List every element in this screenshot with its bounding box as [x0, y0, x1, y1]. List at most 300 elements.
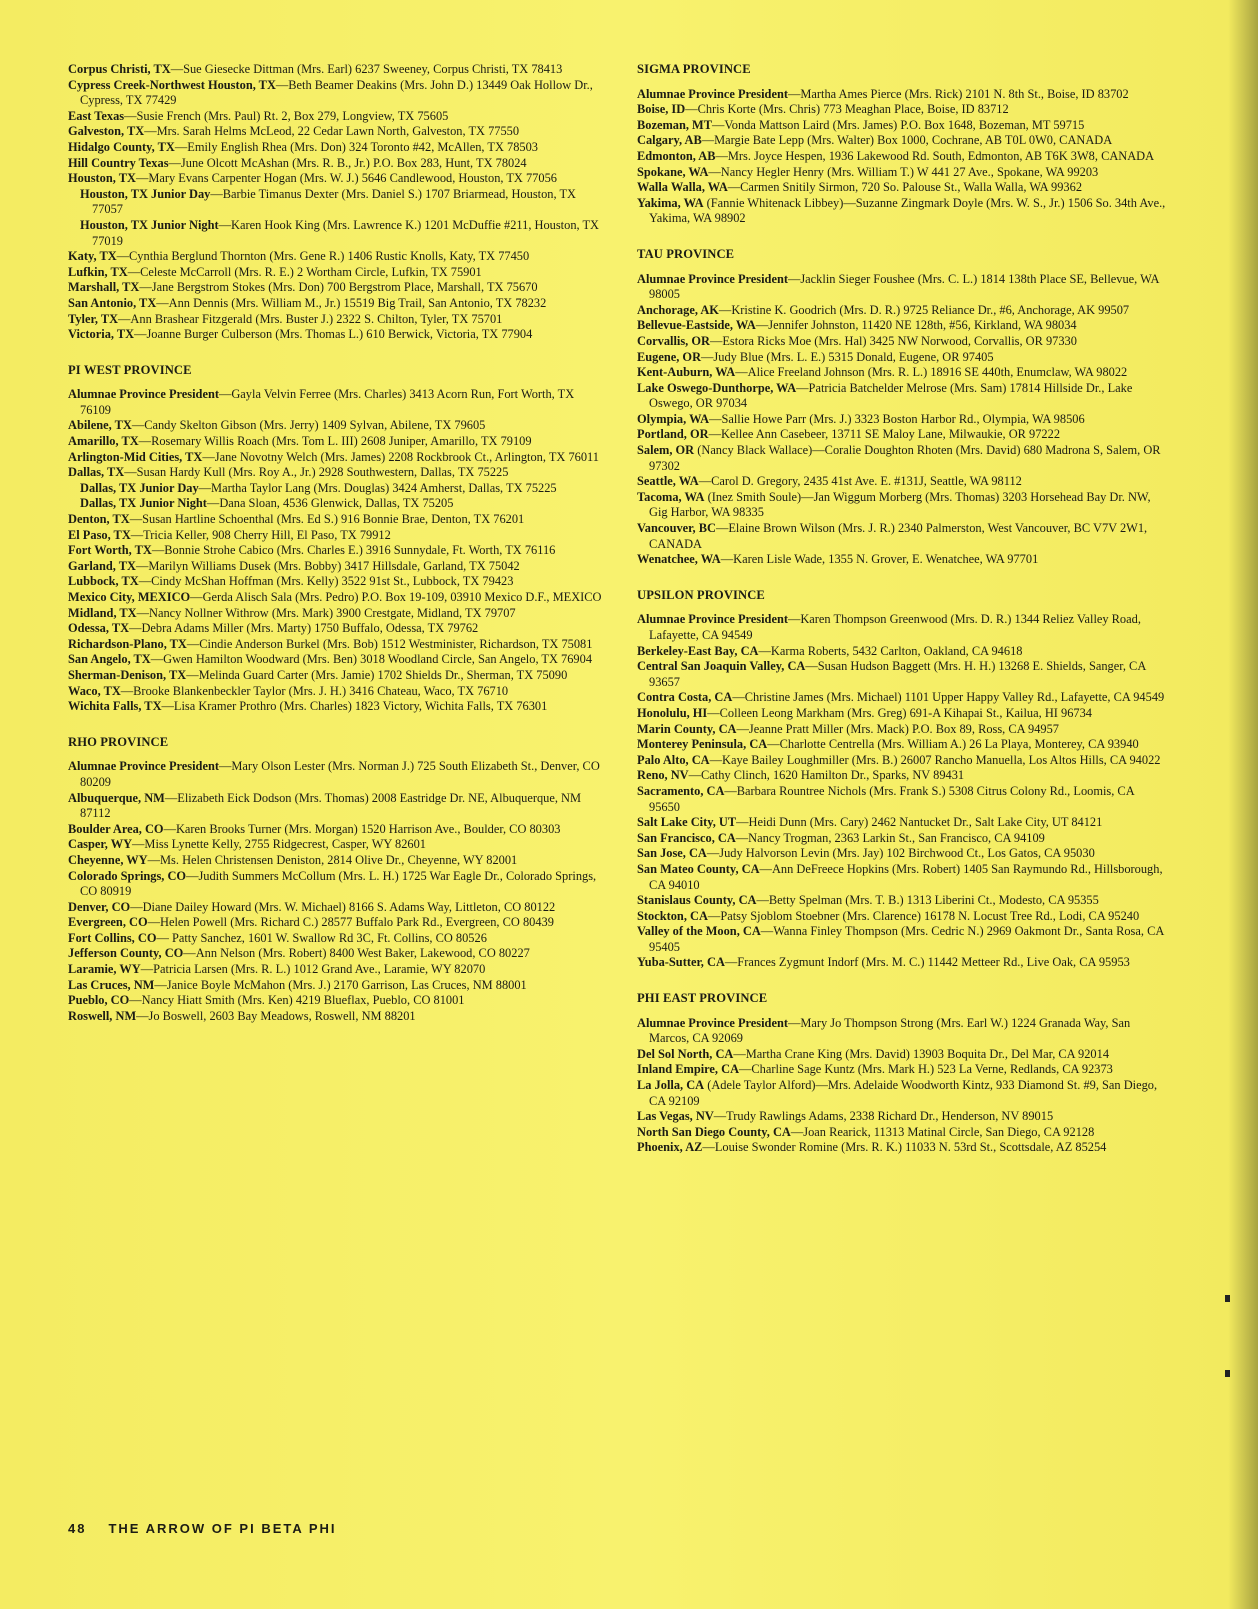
chapter-name: Fort Worth, TX	[68, 543, 152, 558]
chapter-contact: —Ann Brashear Fitzgerald (Mrs. Buster J.) 2322 S. Chilton, Tyler, TX 75701	[118, 311, 503, 326]
chapter-entry	[68, 265, 604, 281]
chapter-entry	[68, 140, 604, 156]
chapter-name: Hidalgo County, TX	[68, 139, 175, 154]
chapter-entry	[68, 900, 604, 916]
chapter-contact: —Karen Thompson Greenwood (Mrs. D. R.) 1344 Reliez Valley Road, Lafayette, CA 94549	[649, 612, 1141, 642]
chapter-name: El Paso, TX	[68, 527, 131, 542]
chapter-name: Odessa, TX	[68, 621, 130, 636]
chapter-entry	[637, 722, 1167, 738]
chapter-name: Denver, CO	[68, 899, 131, 914]
chapter-name: Wichita Falls, TX	[68, 699, 162, 714]
chapter-contact: —Nancy Nollner Withrow (Mrs. Mark) 3900 Crestgate, Midland, TX 79707	[136, 605, 516, 620]
chapter-entry	[68, 869, 604, 900]
chapter-entry	[68, 481, 604, 497]
chapter-entry	[637, 768, 1167, 784]
chapter-name: Hill Country Texas	[68, 155, 169, 170]
chapter-entry	[637, 909, 1167, 925]
chapter-contact: —Gayla Velvin Ferree (Mrs. Charles) 3413 Acorn Run, Fort Worth, TX 76109	[80, 387, 575, 417]
chapter-name: Lubbock, TX	[68, 574, 139, 589]
chapter-entry	[68, 312, 604, 328]
left-column	[68, 62, 604, 1044]
chapter-contact: —Elaine Brown Wilson (Mrs. J. R.) 2340 Palmerston, West Vancouver, BC V7V 2W1, CANADA	[649, 521, 1148, 551]
chapter-name: Salem, OR	[637, 443, 695, 458]
chapter-entry	[68, 1009, 604, 1025]
chapter-entry	[637, 87, 1167, 103]
chapter-name: Denton, TX	[68, 512, 130, 527]
chapter-contact: —Carol D. Gregory, 2435 41st Ave. E. #131J, Seattle, WA 98112	[698, 474, 1022, 489]
chapter-entry	[637, 427, 1167, 443]
chapter-name: Berkeley-East Bay, CA	[637, 643, 759, 658]
chapter-name: Monterey Peninsula, CA	[637, 737, 768, 752]
province-heading: PHI EAST PROVINCE	[637, 991, 768, 1006]
chapter-entry	[68, 652, 604, 668]
chapter-entry	[637, 924, 1167, 955]
chapter-contact: (Inez Smith Soule)—Jan Wiggum Morberg (Mrs. Thomas) 3203 Horsehead Bay Dr. NW, Gig Harbor, WA 98335	[649, 489, 1151, 520]
chapter-name: Walla Walla, WA	[637, 180, 728, 195]
chapter-contact: (Fannie Whitenack Libbey)—Suzanne Zingmark Doyle (Mrs. W. S., Jr.) 1506 So. 34th Ave., Yakima, WA 98902	[649, 195, 1166, 226]
chapter-contact: —Jacklin Sieger Foushee (Mrs. C. L.) 1814 138th Place SE, Bellevue, WA 98005	[649, 271, 1159, 302]
chapter-entry	[637, 365, 1167, 381]
chapter-contact: —Kristine K. Goodrich (Mrs. D. R.) 9725 Reliance Dr., #6, Anchorage, AK 99507	[718, 302, 1130, 317]
chapter-name: Fort Collins, CO	[68, 930, 157, 945]
chapter-entry	[68, 759, 604, 790]
chapter-contact: —Ms. Helen Christensen Deniston, 2814 Olive Dr., Cheyenne, WY 82001	[147, 852, 518, 867]
chapter-contact: —Debra Adams Miller (Mrs. Marty) 1750 Buffalo, Odessa, TX 79762	[129, 621, 479, 636]
chapter-name: Marin County, CA	[637, 721, 737, 736]
province-heading: UPSILON PROVINCE	[637, 587, 765, 602]
chapter-name: East Texas	[68, 108, 125, 123]
chapter-name: Yuba-Sutter, CA	[637, 955, 725, 970]
chapter-contact: —Kaye Bailey Loughmiller (Mrs. B.) 26007 Rancho Manuella, Los Altos Hills, CA 94022	[709, 752, 1161, 767]
chapter-entry	[68, 822, 604, 838]
chapter-entry	[68, 109, 604, 125]
chapter-contact: —Judith Summers McCollum (Mrs. L. H.) 1725 War Eagle Dr., Colorado Springs, CO 80919	[80, 868, 597, 899]
chapter-name: Anchorage, AK	[637, 302, 719, 317]
chapter-entry	[68, 249, 604, 265]
chapter-contact: —Celeste McCarroll (Mrs. R. E.) 2 Wortham Circle, Lufkin, TX 75901	[127, 264, 482, 279]
chapter-contact: —Heidi Dunn (Mrs. Cary) 2462 Nantucket Dr., Salt Lake City, UT 84121	[736, 815, 1103, 830]
chapter-name: La Jolla, CA	[637, 1078, 705, 1093]
chapter-contact: —Susan Hartline Schoenthal (Mrs. Ed S.) 916 Bonnie Brae, Denton, TX 76201	[129, 512, 525, 527]
province-heading: TAU PROVINCE	[637, 246, 735, 261]
chapter-entry	[68, 993, 604, 1009]
chapter-contact: —Trudy Rawlings Adams, 2338 Richard Dr., Henderson, NV 89015	[713, 1109, 1054, 1124]
chapter-contact: —Kellee Ann Casebeer, 13711 SE Maloy Lane, Milwaukie, OR 97222	[708, 427, 1061, 442]
page-footer	[68, 1521, 337, 1536]
chapter-name: Alumnae Province President	[637, 86, 788, 101]
chapter-name: Alumnae Province President	[68, 387, 219, 402]
chapter-name: Boise, ID	[637, 102, 686, 117]
chapter-contact: —Mrs. Sarah Helms McLeod, 22 Cedar Lawn North, Galveston, TX 77550	[144, 124, 520, 139]
chapter-contact: —Gerda Alisch Sala (Mrs. Pedro) P.O. Box 19-109, 03910 Mexico D.F., MEXICO	[190, 590, 602, 604]
chapter-name: Tacoma, WA	[637, 489, 705, 504]
chapter-name: Waco, TX	[68, 683, 121, 698]
chapter-entry	[68, 946, 604, 962]
chapter-name: North San Diego County, CA	[637, 1124, 791, 1139]
chapter-entry	[68, 296, 604, 312]
chapter-name: Stanislaus County, CA	[637, 893, 757, 908]
chapter-entry	[637, 1078, 1167, 1109]
chapter-contact: —Diane Dailey Howard (Mrs. W. Michael) 8166 S. Adams Way, Littleton, CO 80122	[130, 899, 556, 914]
province-heading: SIGMA PROVINCE	[637, 62, 751, 76]
chapter-name: Eugene, OR	[637, 349, 702, 364]
chapter-entry	[68, 621, 604, 637]
chapter-contact: —Melinda Guard Carter (Mrs. Jamie) 1702 Shields Dr., Sherman, TX 75090	[186, 667, 568, 682]
chapter-name: Galveston, TX	[68, 124, 145, 139]
chapter-entry	[637, 490, 1167, 521]
chapter-entry	[68, 280, 604, 296]
chapter-name: Las Cruces, NM	[68, 977, 155, 992]
chapter-name: Palo Alto, CA	[637, 752, 710, 767]
chapter-name: Bozeman, MT	[637, 117, 713, 132]
chapter-entry	[637, 784, 1167, 815]
chapter-name: Colorado Springs, CO	[68, 868, 187, 883]
chapter-contact: —Karen Brooks Turner (Mrs. Morgan) 1520 Harrison Ave., Boulder, CO 80303	[163, 821, 561, 836]
chapter-name: Edmonton, AB	[637, 148, 716, 163]
chapter-contact: —Jo Boswell, 2603 Bay Meadows, Roswell, NM 88201	[136, 1008, 416, 1023]
chapter-contact: —Joan Rearick, 11313 Matinal Circle, San Diego, CA 92128	[790, 1124, 1095, 1139]
chapter-contact: —Jennifer Johnston, 11420 NE 128th, #56, Kirkland, WA 98034	[755, 318, 1077, 333]
chapter-name: Honolulu, HI	[637, 705, 708, 720]
chapter-contact: —Patsy Sjoblom Stoebner (Mrs. Clarence) 16178 N. Locust Tree Rd., Lodi, CA 95240	[707, 908, 1140, 923]
province-section	[68, 62, 604, 343]
chapter-entry	[637, 753, 1167, 769]
chapter-name: Bellevue-Eastside, WA	[637, 318, 756, 333]
chapter-name: Vancouver, BC	[637, 521, 716, 536]
chapter-contact: —Joanne Burger Culberson (Mrs. Thomas L.) 610 Berwick, Victoria, TX 77904	[134, 327, 533, 342]
chapter-entry	[68, 418, 604, 434]
chapter-entry	[68, 496, 604, 512]
chapter-contact: —Mary Evans Carpenter Hogan (Mrs. W. J.) 5646 Candlewood, Houston, TX 77056	[135, 171, 557, 186]
chapter-name: Victoria, TX	[68, 327, 135, 342]
chapter-contact: —Beth Beamer Deakins (Mrs. John D.) 13449 Oak Hollow Dr., Cypress, TX 77429	[80, 77, 593, 108]
chapter-entry	[68, 512, 604, 528]
chapter-entry	[637, 846, 1167, 862]
chapter-contact: —Ann Nelson (Mrs. Robert) 8400 West Baker, Lakewood, CO 80227	[183, 946, 530, 961]
chapter-name: Seattle, WA	[637, 474, 699, 489]
chapter-name: Calgary, AB	[637, 133, 702, 148]
chapter-name: Mexico City, MEXICO	[68, 590, 191, 604]
chapter-contact: —Cindie Anderson Burkel (Mrs. Bob) 1512 Westminister, Richardson, TX 75081	[186, 636, 593, 651]
chapter-entry	[637, 149, 1167, 165]
chapter-entry	[68, 699, 604, 715]
chapter-entry	[637, 303, 1167, 319]
right-column	[637, 62, 1167, 1176]
chapter-name: Pueblo, CO	[68, 993, 130, 1008]
province-section	[637, 991, 1167, 1156]
chapter-entry	[637, 955, 1167, 971]
chapter-entry	[637, 1140, 1167, 1156]
chapter-contact: —Nancy Trogman, 2363 Larkin St., San Francisco, CA 94109	[735, 830, 1045, 845]
chapter-contact: —Susan Hudson Baggett (Mrs. H. H.) 13268 E. Shields, Sanger, CA 93657	[649, 659, 1146, 689]
chapter-contact: —Estora Ricks Moe (Mrs. Hal) 3425 NW Norwood, Corvallis, OR 97330	[709, 333, 1077, 348]
chapter-contact: —Colleen Leong Markham (Mrs. Greg) 691-A Kihapai St., Kailua, HI 96734	[707, 705, 1092, 720]
chapter-entry	[68, 171, 604, 187]
province-heading: RHO PROVINCE	[68, 734, 169, 749]
chapter-entry	[68, 62, 604, 78]
chapter-entry	[637, 133, 1167, 149]
chapter-entry	[637, 1047, 1167, 1063]
chapter-name: Dallas, TX Junior Night	[80, 496, 207, 511]
chapter-name: Cheyenne, WY	[68, 852, 148, 867]
chapter-name: Evergreen, CO	[68, 915, 148, 930]
chapter-name: San Mateo County, CA	[637, 861, 760, 876]
chapter-contact: —Patricia Larsen (Mrs. R. L.) 1012 Grand Ave., Laramie, WY 82070	[140, 962, 486, 977]
chapter-entry	[68, 78, 604, 109]
chapter-entry	[637, 196, 1167, 227]
province-section	[637, 588, 1167, 971]
chapter-contact: —Bonnie Strohe Cabico (Mrs. Charles E.) 3916 Sunnydale, Ft. Worth, TX 76116	[151, 543, 556, 558]
chapter-name: Contra Costa, CA	[637, 690, 733, 705]
chapter-entry	[637, 1062, 1167, 1078]
chapter-entry	[637, 272, 1167, 303]
chapter-entry	[68, 962, 604, 978]
chapter-entry	[637, 381, 1167, 412]
chapter-name: Katy, TX	[68, 249, 117, 264]
chapter-name: Abilene, TX	[68, 418, 132, 433]
chapter-entry	[637, 521, 1167, 552]
chapter-name: Houston, TX	[68, 171, 136, 186]
chapter-contact: —Cathy Clinch, 1620 Hamilton Dr., Sparks, NV 89431	[688, 768, 965, 783]
chapter-entry	[637, 1109, 1167, 1125]
chapter-entry	[637, 612, 1167, 643]
chapter-name: Jefferson County, CO	[68, 946, 184, 961]
chapter-contact: (Nancy Black Wallace)—Coralie Doughton Rhoten (Mrs. David) 680 Madrona S, Salem, OR 97302	[649, 443, 1161, 473]
chapter-contact: —Mary Jo Thompson Strong (Mrs. Earl W.) 1224 Granada Way, San Marcos, CA 92069	[649, 1015, 1131, 1046]
chapter-entry	[68, 837, 604, 853]
chapter-contact: —Alice Freeland Johnson (Mrs. R. L.) 18916 SE 440th, Enumclaw, WA 98022	[735, 365, 1128, 380]
chapter-contact: —Ann Dennis (Mrs. William M., Jr.) 15519 Big Trail, San Antonio, TX 78232	[156, 295, 547, 310]
chapter-contact: —Miss Lynette Kelly, 2755 Ridgecrest, Casper, WY 82601	[132, 837, 426, 852]
chapter-entry	[68, 327, 604, 343]
chapter-name: San Jose, CA	[637, 846, 707, 861]
chapter-name: Richardson-Plano, TX	[68, 636, 187, 651]
chapter-name: Portland, OR	[637, 427, 709, 442]
chapter-entry	[68, 465, 604, 481]
chapter-entry	[68, 791, 604, 822]
chapter-name: Salt Lake City, UT	[637, 815, 737, 830]
chapter-name: Olympia, WA	[637, 411, 710, 426]
chapter-contact: —Dana Sloan, 4536 Glenwick, Dallas, TX 75205	[206, 496, 454, 511]
chapter-contact: —Jane Bergstrom Stokes (Mrs. Don) 700 Bergstrom Place, Marshall, TX 75670	[139, 280, 538, 295]
chapter-entry	[637, 118, 1167, 134]
page-edge-shadow	[1228, 0, 1258, 1609]
province-heading: PI WEST PROVINCE	[68, 362, 192, 377]
chapter-name: Corvallis, OR	[637, 333, 710, 348]
chapter-entry	[68, 853, 604, 869]
chapter-name: Casper, WY	[68, 837, 133, 852]
chapter-name: Inland Empire, CA	[637, 1062, 740, 1077]
chapter-name: Yakima, WA	[637, 195, 704, 210]
chapter-name: Cypress Creek-Northwest Houston, TX	[68, 77, 276, 92]
chapter-contact: —Helen Powell (Mrs. Richard C.) 28577 Buffalo Park Rd., Evergreen, CO 80439	[147, 915, 554, 930]
chapter-entry	[68, 931, 604, 947]
chapter-entry	[68, 574, 604, 590]
chapter-name: Albuquerque, NM	[68, 790, 165, 805]
chapter-name: Sacramento, CA	[637, 783, 725, 798]
chapter-entry	[68, 528, 604, 544]
chapter-name: Houston, TX Junior Day	[80, 186, 211, 201]
chapter-name: Valley of the Moon, CA	[637, 924, 761, 939]
chapter-entry	[637, 737, 1167, 753]
chapter-contact: —Tricia Keller, 908 Cherry Hill, El Paso, TX 79912	[130, 527, 391, 542]
chapter-entry	[68, 187, 604, 218]
chapter-name: Tyler, TX	[68, 311, 119, 326]
chapter-contact: —Emily English Rhea (Mrs. Don) 324 Toronto #42, McAllen, TX 78503	[174, 139, 538, 154]
chapter-contact: —Judy Blue (Mrs. L. E.) 5315 Donald, Eugene, OR 97405	[701, 349, 994, 364]
chapter-contact: —Patricia Batchelder Melrose (Mrs. Sam) 17814 Hillside Dr., Lake Oswego, OR 97034	[649, 380, 1133, 411]
chapter-name: San Angelo, TX	[68, 652, 151, 667]
chapter-entry	[637, 412, 1167, 428]
page-number: 48	[68, 1521, 87, 1536]
chapter-contact: —Christine James (Mrs. Michael) 1101 Upper Happy Valley Rd., Lafayette, CA 94549	[732, 690, 1165, 705]
chapter-name: Kent-Auburn, WA	[637, 365, 736, 380]
chapter-entry	[68, 915, 604, 931]
chapter-contact: —Martha Crane King (Mrs. David) 13903 Boquita Dr., Del Mar, CA 92014	[733, 1046, 1110, 1061]
chapter-entry	[637, 831, 1167, 847]
chapter-contact: —Wanna Finley Thompson (Mrs. Cedric N.) 2969 Oakmont Dr., Santa Rosa, CA 95405	[649, 924, 1164, 954]
chapter-name: Alumnae Province President	[637, 1015, 788, 1030]
chapter-name: San Antonio, TX	[68, 295, 157, 310]
edge-mark	[1225, 1370, 1230, 1377]
chapter-entry	[68, 559, 604, 575]
province-section	[68, 363, 604, 715]
chapter-entry	[637, 165, 1167, 181]
chapter-entry	[68, 668, 604, 684]
chapter-name: Stockton, CA	[637, 908, 708, 923]
chapter-contact: —Jane Novotny Welch (Mrs. James) 2208 Rockbrook Ct., Arlington, TX 76011	[202, 449, 599, 464]
chapter-contact: —Jeanne Pratt Miller (Mrs. Mack) P.O. Box 89, Ross, CA 94957	[736, 721, 1059, 736]
chapter-entry	[637, 350, 1167, 366]
chapter-entry	[68, 387, 604, 418]
chapter-contact: —Louise Swonder Romine (Mrs. R. K.) 11033 N. 53rd St., Scottsdale, AZ 85254	[702, 1140, 1107, 1155]
chapter-contact: —June Olcott McAshan (Mrs. R. B., Jr.) P.O. Box 283, Hunt, TX 78024	[168, 155, 527, 170]
chapter-entry	[68, 543, 604, 559]
chapter-contact: —Elizabeth Eick Dodson (Mrs. Thomas) 2008 Eastridge Dr. NE, Albuquerque, NM 87112	[80, 790, 582, 821]
chapter-entry	[68, 684, 604, 700]
chapter-entry	[637, 706, 1167, 722]
chapter-name: Houston, TX Junior Night	[80, 217, 219, 232]
chapter-entry	[68, 590, 604, 606]
chapter-name: Alumnae Province President	[637, 271, 788, 286]
chapter-contact: —Candy Skelton Gibson (Mrs. Jerry) 1409 Sylvan, Abilene, TX 79605	[131, 418, 486, 433]
chapter-contact: —Martha Taylor Lang (Mrs. Douglas) 3424 Amherst, Dallas, TX 75225	[198, 480, 557, 495]
chapter-name: San Francisco, CA	[637, 830, 736, 845]
chapter-entry	[637, 659, 1167, 690]
chapter-entry	[637, 552, 1167, 568]
chapter-entry	[68, 637, 604, 653]
chapter-entry	[68, 434, 604, 450]
chapter-name: Arlington-Mid Cities, TX	[68, 449, 203, 464]
chapter-entry	[637, 318, 1167, 334]
chapter-contact: —Janice Boyle McMahon (Mrs. J.) 2170 Garrison, Las Cruces, NM 88001	[154, 977, 527, 992]
chapter-contact: —Barbara Rountree Nichols (Mrs. Frank S.) 5308 Citrus Colony Rd., Loomis, CA 95650	[649, 783, 1134, 814]
chapter-contact: —Sue Giesecke Dittman (Mrs. Earl) 6237 Sweeney, Corpus Christi, TX 78413	[170, 62, 563, 76]
chapter-contact: —Charlotte Centrella (Mrs. William A.) 26 La Playa, Monterey, CA 93940	[767, 737, 1139, 752]
chapter-name: Phoenix, AZ	[637, 1140, 703, 1155]
chapter-name: Dallas, TX	[68, 465, 125, 480]
chapter-name: Amarillo, TX	[68, 434, 139, 449]
chapter-entry	[637, 862, 1167, 893]
chapter-contact: —Betty Spelman (Mrs. T. B.) 1313 Liberini Ct., Modesto, CA 95355	[756, 893, 1099, 908]
edge-mark	[1225, 1295, 1230, 1302]
chapter-entry	[637, 102, 1167, 118]
chapter-entry	[68, 450, 604, 466]
chapter-contact: —Charline Sage Kuntz (Mrs. Mark H.) 523 La Verne, Redlands, CA 92373	[739, 1062, 1113, 1077]
chapter-entry	[68, 124, 604, 140]
chapter-contact: —Frances Zygmunt Indorf (Mrs. M. C.) 11442 Metteer Rd., Live Oak, CA 95953	[724, 955, 1130, 970]
chapter-contact: —Brooke Blankenbeckler Taylor (Mrs. J. H.) 3416 Chateau, Waco, TX 76710	[120, 683, 509, 698]
chapter-contact: —Martha Ames Pierce (Mrs. Rick) 2101 N. 8th St., Boise, ID 83702	[787, 86, 1129, 101]
chapter-entry	[637, 1125, 1167, 1141]
chapter-entry	[637, 474, 1167, 490]
chapter-contact: —Chris Korte (Mrs. Chris) 773 Meaghan Place, Boise, ID 83712	[685, 102, 1009, 117]
chapter-contact: —Carmen Snitily Sirmon, 720 So. Palouse St., Walla Walla, WA 99362	[727, 180, 1083, 195]
chapter-contact: —Margie Bate Lepp (Mrs. Walter) Box 1000, Cochrane, AB T0L 0W0, CANADA	[701, 133, 1113, 148]
chapter-name: Roswell, NM	[68, 1008, 137, 1023]
publication-title: THE ARROW OF PI BETA PHI	[108, 1521, 337, 1536]
chapter-contact: —Karma Roberts, 5432 Carlton, Oakland, CA 94618	[758, 643, 1023, 658]
chapter-contact: —Nancy Hiatt Smith (Mrs. Ken) 4219 Blueflax, Pueblo, CO 81001	[129, 993, 465, 1008]
chapter-contact: —Gwen Hamilton Woodward (Mrs. Ben) 3018 Woodland Circle, San Angelo, TX 76904	[150, 652, 593, 667]
chapter-entry	[68, 606, 604, 622]
chapter-contact: —Cindy McShan Hoffman (Mrs. Kelly) 3522 91st St., Lubbock, TX 79423	[138, 574, 514, 589]
chapter-name: Central San Joaquin Valley, CA	[637, 659, 806, 674]
chapter-contact: —Cynthia Berglund Thornton (Mrs. Gene R.) 1406 Rustic Knolls, Katy, TX 77450	[116, 249, 530, 264]
chapter-name: Laramie, WY	[68, 962, 141, 977]
chapter-contact: (Adele Taylor Alford)—Mrs. Adelaide Woodworth Kintz, 933 Diamond St. #9, San Diego, CA 92109	[649, 1078, 1158, 1108]
chapter-name: Spokane, WA	[637, 164, 709, 179]
chapter-contact: —Susie French (Mrs. Paul) Rt. 2, Box 279, Longview, TX 75605	[124, 108, 449, 123]
chapter-contact: —Karen Hook King (Mrs. Lawrence K.) 1201 McDuffie #211, Houston, TX 77019	[92, 217, 600, 248]
chapter-contact: —Karen Lisle Wade, 1355 N. Grover, E. Wenatchee, WA 97701	[720, 552, 1039, 567]
chapter-name: Las Vegas, NV	[637, 1109, 714, 1124]
chapter-name: Midland, TX	[68, 605, 137, 620]
chapter-entry	[637, 815, 1167, 831]
chapter-contact: —Nancy Hegler Henry (Mrs. William T.) W 441 27 Ave., Spokane, WA 99203	[708, 164, 1099, 179]
chapter-entry	[637, 334, 1167, 350]
chapter-contact: —Sallie Howe Parr (Mrs. J.) 3323 Boston Harbor Rd., Olympia, WA 98506	[709, 411, 1085, 426]
chapter-name: Sherman-Denison, TX	[68, 667, 187, 682]
chapter-name: Del Sol North, CA	[637, 1046, 734, 1061]
chapter-contact: —Barbie Timanus Dexter (Mrs. Daniel S.) 1707 Briarmead, Houston, TX 77057	[92, 186, 576, 217]
chapter-contact: —Mary Olson Lester (Mrs. Norman J.) 725 South Elizabeth St., Denver, CO 80209	[80, 759, 600, 789]
chapter-contact: —Judy Halvorson Levin (Mrs. Jay) 102 Birchwood Ct., Los Gatos, CA 95030	[706, 846, 1095, 861]
chapter-entry	[637, 690, 1167, 706]
chapter-name: Wenatchee, WA	[637, 552, 721, 567]
chapter-name: Lake Oswego-Dunthorpe, WA	[637, 380, 797, 395]
chapter-contact: — Patty Sanchez, 1601 W. Swallow Rd 3C, Ft. Collins, CO 80526	[156, 930, 487, 945]
chapter-name: Lufkin, TX	[68, 264, 128, 279]
chapter-contact: —Lisa Kramer Prothro (Mrs. Charles) 1823 Victory, Wichita Falls, TX 76301	[161, 699, 548, 714]
chapter-contact: —Ann DeFreece Hopkins (Mrs. Robert) 1405 San Raymundo Rd., Hillsborough, CA 94010	[649, 861, 1163, 892]
chapter-entry	[637, 1016, 1167, 1047]
chapter-name: Dallas, TX Junior Day	[80, 480, 199, 495]
chapter-name: Boulder Area, CO	[68, 821, 164, 836]
chapter-entry	[637, 180, 1167, 196]
chapter-contact: —Rosemary Willis Roach (Mrs. Tom L. III) 2608 Juniper, Amarillo, TX 79109	[138, 434, 532, 449]
chapter-contact: —Mrs. Joyce Hespen, 1936 Lakewood Rd. South, Edmonton, AB T6K 3W8, CANADA	[715, 148, 1155, 163]
chapter-entry	[68, 978, 604, 994]
chapter-name: Corpus Christi, TX	[68, 62, 171, 76]
province-section	[637, 62, 1167, 227]
chapter-entry	[68, 156, 604, 172]
chapter-contact: —Vonda Mattson Laird (Mrs. James) P.O. Box 1648, Bozeman, MT 59715	[712, 117, 1085, 132]
chapter-contact: —Marilyn Williams Dusek (Mrs. Bobby) 3417 Hillsdale, Garland, TX 75042	[135, 558, 520, 573]
chapter-entry	[637, 893, 1167, 909]
chapter-contact: —Susan Hardy Kull (Mrs. Roy A., Jr.) 2928 Southwestern, Dallas, TX 75225	[124, 465, 509, 480]
chapter-entry	[637, 644, 1167, 660]
